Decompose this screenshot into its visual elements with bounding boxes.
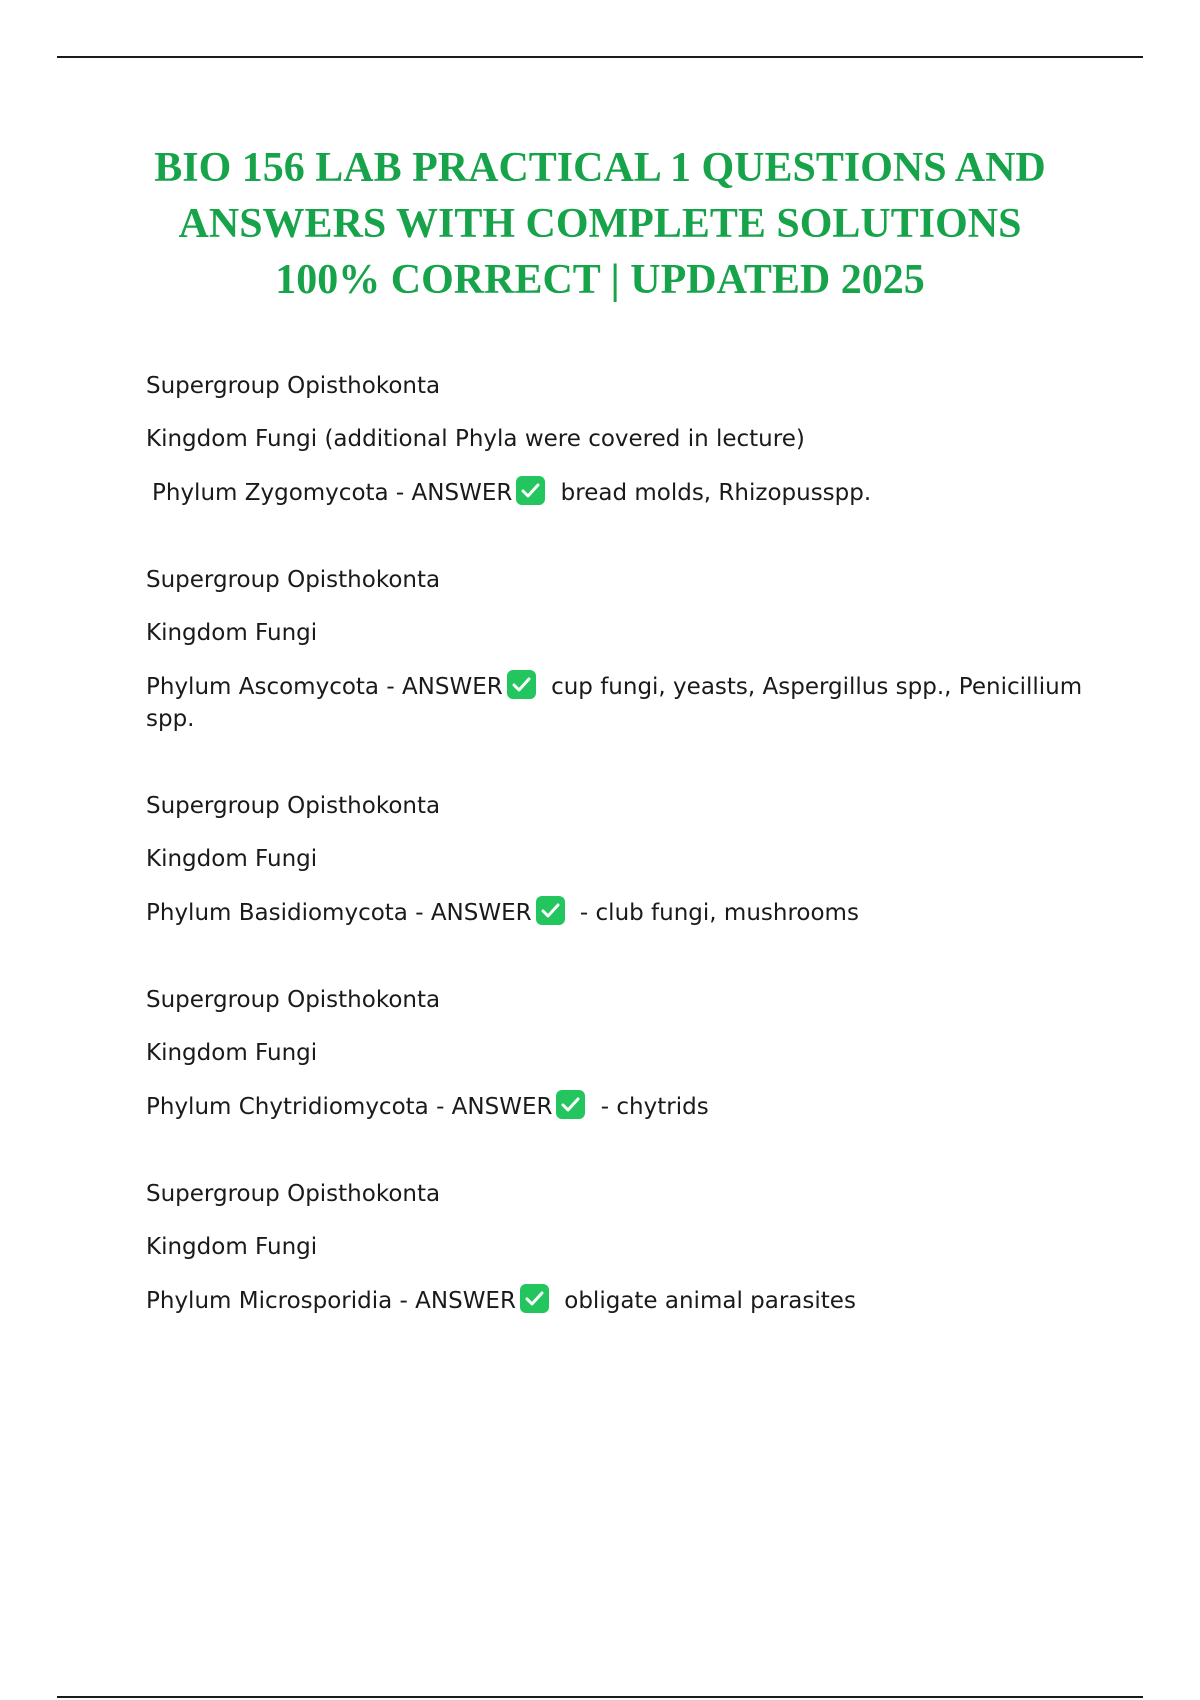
question-text: Phylum Basidiomycota - ANSWER (146, 900, 532, 926)
check-box-icon (536, 896, 565, 925)
answer-line (146, 1284, 1086, 1317)
answer-line (146, 670, 1086, 735)
answer-line (146, 1090, 1086, 1123)
check-box-icon (507, 670, 536, 699)
title-line-3: 100% CORRECT | UPDATED 2025 (275, 257, 925, 303)
supergroup-label: Supergroup Opisthokonta (146, 1181, 441, 1207)
qa-entry (146, 564, 1086, 735)
question-text: Phylum Ascomycota - ANSWER (146, 674, 503, 700)
supergroup-label: Supergroup Opisthokonta (146, 987, 441, 1013)
kingdom-label: Kingdom Fungi (additional Phyla were covered in lecture) (146, 426, 805, 452)
qa-entry (146, 1178, 1086, 1317)
kingdom-label: Kingdom Fungi (146, 846, 318, 872)
question-text: Phylum Zygomycota - ANSWER (152, 480, 513, 506)
question-text: Phylum Microsporidia - ANSWER (146, 1288, 516, 1314)
answer-text: - club fungi, mushrooms (579, 900, 859, 926)
qa-list (146, 370, 1086, 1372)
answer-line (146, 476, 1086, 509)
check-box-icon (516, 476, 545, 505)
supergroup-label: Supergroup Opisthokonta (146, 567, 441, 593)
kingdom-label: Kingdom Fungi (146, 1040, 318, 1066)
question-text: Phylum Chytridiomycota - ANSWER (146, 1094, 553, 1120)
qa-entry (146, 984, 1086, 1123)
bottom-divider (57, 1696, 1143, 1698)
answer-text: cup fungi, yeasts, Aspergillus spp., Penicillium spp. (146, 674, 1083, 732)
kingdom-label: Kingdom Fungi (146, 620, 318, 646)
document-title (100, 140, 1100, 308)
answer-text: - chytrids (600, 1094, 709, 1120)
qa-entry (146, 790, 1086, 929)
answer-text: bread molds, Rhizopusspp. (560, 480, 872, 506)
top-divider (57, 56, 1143, 58)
answer-line (146, 896, 1086, 929)
kingdom-label: Kingdom Fungi (146, 1234, 318, 1260)
title-line-1: BIO 156 LAB PRACTICAL 1 QUESTIONS AND (154, 145, 1046, 191)
check-box-icon (520, 1284, 549, 1313)
supergroup-label: Supergroup Opisthokonta (146, 793, 441, 819)
check-box-icon (556, 1090, 585, 1119)
supergroup-label: Supergroup Opisthokonta (146, 373, 441, 399)
title-line-2: ANSWERS WITH COMPLETE SOLUTIONS (178, 201, 1022, 247)
qa-entry (146, 370, 1086, 509)
answer-text: obligate animal parasites (564, 1288, 856, 1314)
